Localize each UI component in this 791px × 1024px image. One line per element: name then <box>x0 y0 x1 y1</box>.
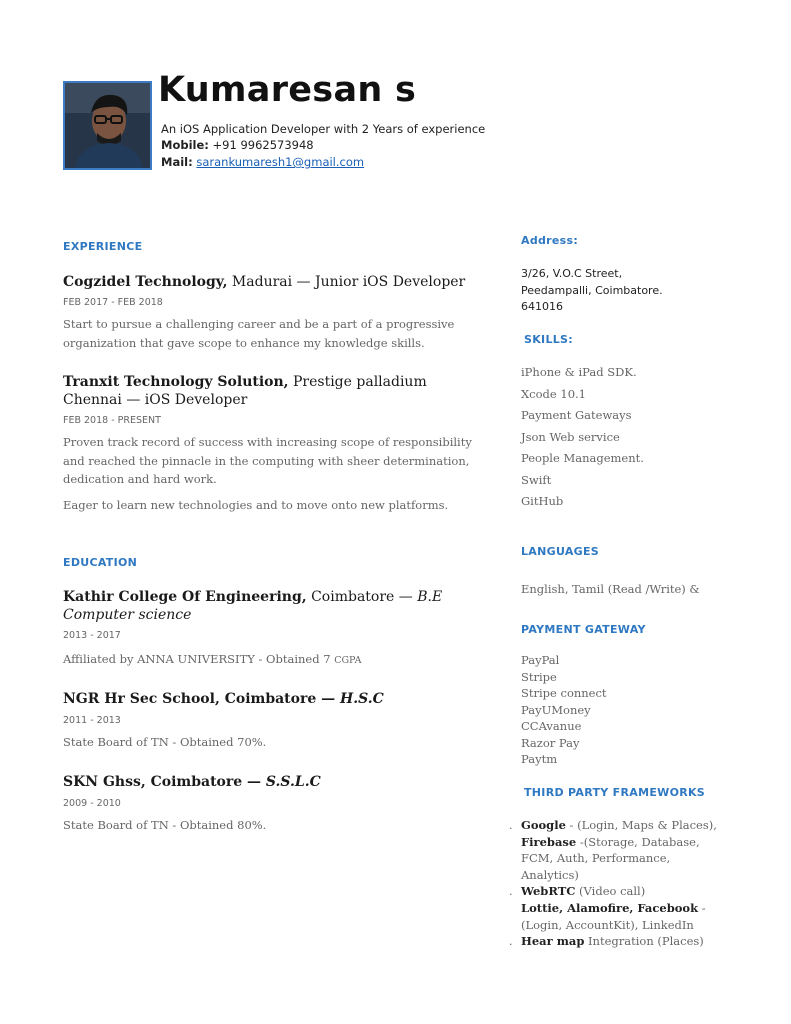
framework-name: Lottie, Alamofire, Facebook <box>521 900 699 915</box>
skill-item: Swift <box>521 472 552 487</box>
gateway-item: PayUMoney <box>521 702 591 717</box>
address-line: Peedampalli, Coimbatore. <box>521 283 663 297</box>
languages-text: English, Tamil (Read /Write) & <box>521 582 700 596</box>
profile-photo <box>63 81 152 170</box>
skill-item: GitHub <box>521 494 564 508</box>
framework-webrtc <box>521 883 721 900</box>
bullet-dot: . <box>509 935 513 948</box>
education-title-2 <box>63 690 483 708</box>
degree-name: H.S.C <box>340 691 384 707</box>
skill-item: People Management. <box>521 451 644 465</box>
framework-name: WebRTC <box>521 884 576 899</box>
address-line: 641016 <box>521 300 563 313</box>
gateway-item: Paytm <box>521 752 558 766</box>
third-party-list <box>521 817 721 950</box>
experience-title-1 <box>63 273 483 291</box>
degree-name: S.S.L.C <box>265 774 321 790</box>
experience-desc-2b: Eager to learn new technologies and to move onto new platforms. <box>63 498 449 512</box>
framework-firebase <box>521 834 721 884</box>
education-desc-1 <box>63 650 473 671</box>
school-name: Kathir College Of Engineering, <box>63 589 307 605</box>
company-name: Cogzidel Technology, <box>63 274 228 290</box>
framework-hearmap <box>521 933 721 950</box>
third-party-heading: THIRD PARTY FRAMEWORKS <box>524 786 706 799</box>
gateway-item: PayPal <box>521 653 560 667</box>
framework-name: Google <box>521 818 566 832</box>
skills-heading: SKILLS: <box>524 333 573 346</box>
education-heading: EDUCATION <box>63 556 138 569</box>
skill-item: Xcode 10.1 <box>521 386 586 401</box>
payment-gateway-heading: PAYMENT GATEWAY <box>521 623 646 636</box>
mobile-value: +91 9962573948 <box>208 138 314 152</box>
address-heading: Address: <box>521 234 579 247</box>
framework-detail: - (Login, Maps & Places), <box>565 818 717 832</box>
payment-gateway-list <box>521 653 607 769</box>
mail-label: Mail: <box>161 155 193 169</box>
education-date-3: 2009 - 2010 <box>63 798 121 809</box>
framework-detail: -(Storage, Database, FCM, Auth, Performance, Analytics) <box>521 834 700 882</box>
skill-item: Json Web service <box>521 429 620 444</box>
company-name: Tranxit Technology Solution, <box>63 374 289 390</box>
bullet-dot: . <box>509 885 513 898</box>
experience-heading: EXPERIENCE <box>63 240 143 253</box>
degree-name: B.E Computer science <box>63 589 443 623</box>
gateway-item: CCAvanue <box>521 719 582 733</box>
mail-link[interactable]: sarankumaresh1@gmail.com <box>196 155 365 169</box>
education-desc-text: Affiliated by ANNA UNIVERSITY - Obtained 7 <box>63 652 335 666</box>
school-place: Coimbatore — <box>306 589 418 605</box>
education-date-2: 2011 - 2013 <box>63 715 121 726</box>
framework-detail: (Video call) <box>575 884 646 899</box>
skills-list <box>521 365 644 516</box>
experience-title-2 <box>63 373 483 409</box>
education-desc-2: State Board of TN - Obtained 70%. <box>63 735 267 749</box>
summary-line: An iOS Application Developer with 2 Years of experience <box>161 122 486 136</box>
framework-detail: Integration (Places) <box>584 934 704 949</box>
languages-heading: LANGUAGES <box>521 545 600 558</box>
framework-detail: - (Login, AccountKit), LinkedIn <box>521 900 706 932</box>
gateway-item: Razor Pay <box>521 735 580 750</box>
framework-name: Hear map <box>521 934 585 949</box>
gateway-item: Stripe connect <box>521 686 607 700</box>
experience-desc-2: Proven track record of success with increasing scope of responsibility and reached the pinnacle in the computing with sheer determination, dedication and hard work. <box>63 435 472 486</box>
experience-date-2: FEB 2018 - PRESENT <box>63 415 161 426</box>
mobile-line <box>161 138 314 152</box>
address-block <box>521 266 663 316</box>
school-name: SKN Ghss, Coimbatore — <box>63 774 266 790</box>
education-title-1 <box>63 588 483 624</box>
education-title-3 <box>63 773 483 791</box>
job-detail: Madurai — Junior iOS Developer <box>227 274 466 290</box>
experience-desc-1: Start to pursue a challenging career and be a part of a progressive organization that gave scope to enhance my knowledge skills. <box>63 317 455 350</box>
bullet-dot: . <box>509 819 513 832</box>
skill-item: iPhone & iPad SDK. <box>521 365 637 379</box>
address-line: 3/26, V.O.C Street, <box>521 267 623 280</box>
school-name: NGR Hr Sec School, Coimbatore — <box>63 691 341 707</box>
education-desc-3: State Board of TN - Obtained 80%. <box>63 818 267 832</box>
framework-name: Firebase <box>521 834 577 849</box>
framework-google <box>521 817 721 834</box>
job-detail: Prestige palladium Chennai — iOS Developer <box>63 374 427 408</box>
cgpa-label: CGPA <box>334 655 362 666</box>
gateway-item: Stripe <box>521 669 557 684</box>
mail-line <box>161 155 364 169</box>
skill-item: Payment Gateways <box>521 408 632 422</box>
experience-date-1: FEB 2017 - FEB 2018 <box>63 297 163 308</box>
framework-lottie <box>521 900 721 933</box>
mobile-label: Mobile: <box>161 138 209 152</box>
education-date-1: 2013 - 2017 <box>63 630 121 641</box>
person-name: Kumaresan s <box>158 70 417 110</box>
